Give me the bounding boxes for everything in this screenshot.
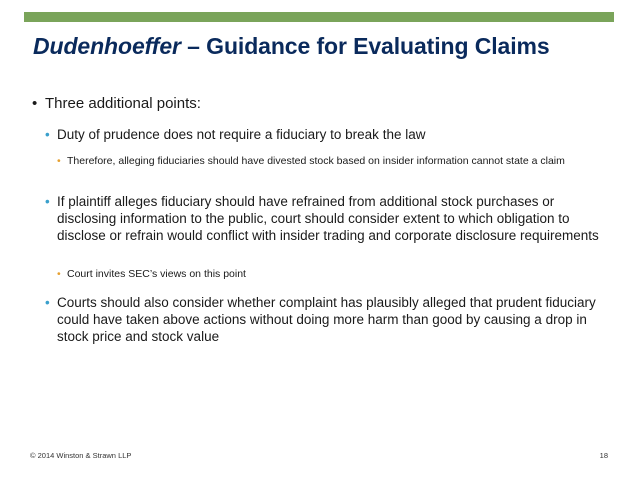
slide-body bbox=[0, 95, 638, 344]
bullet-marker: • bbox=[32, 95, 38, 112]
bullet-text: Three additional points: bbox=[45, 95, 201, 112]
footer-copyright: © 2014 Winston & Strawn LLP bbox=[30, 451, 132, 460]
slide-title-italic: Dudenhoeffer bbox=[33, 33, 181, 59]
page-number: 18 bbox=[599, 451, 608, 460]
bullet-marker: • bbox=[57, 268, 61, 280]
bullet-marker: • bbox=[57, 155, 61, 167]
bullet-marker: • bbox=[45, 295, 50, 310]
bullet-text: Courts should also consider whether complaint has plausibly alleged that prudent fiduciary could have taken above actions without doing more harm than good by causing a drop in stock price and stock value bbox=[57, 295, 596, 344]
bullet-marker: • bbox=[45, 194, 50, 209]
bullet-level1 bbox=[32, 95, 612, 113]
slide-title bbox=[33, 33, 550, 60]
bullet-text: Court invites SEC’s views on this point bbox=[67, 268, 246, 280]
header-accent-bar bbox=[24, 12, 614, 22]
bullet-text: Therefore, alleging fiduciaries should have divested stock based on insider information cannot state a claim bbox=[67, 155, 565, 167]
bullet-text: If plaintiff alleges fiduciary should have refrained from additional stock purchases or disclosing information to the public, court should consider extent to which obligation to disclose or refrain would conflict with insider trading and corporate disclosure requirements bbox=[57, 194, 599, 243]
bullet-marker: • bbox=[45, 127, 50, 142]
bullet-text: Duty of prudence does not require a fiduciary to break the law bbox=[57, 127, 426, 142]
slide-title-rest: – Guidance for Evaluating Claims bbox=[180, 33, 550, 59]
